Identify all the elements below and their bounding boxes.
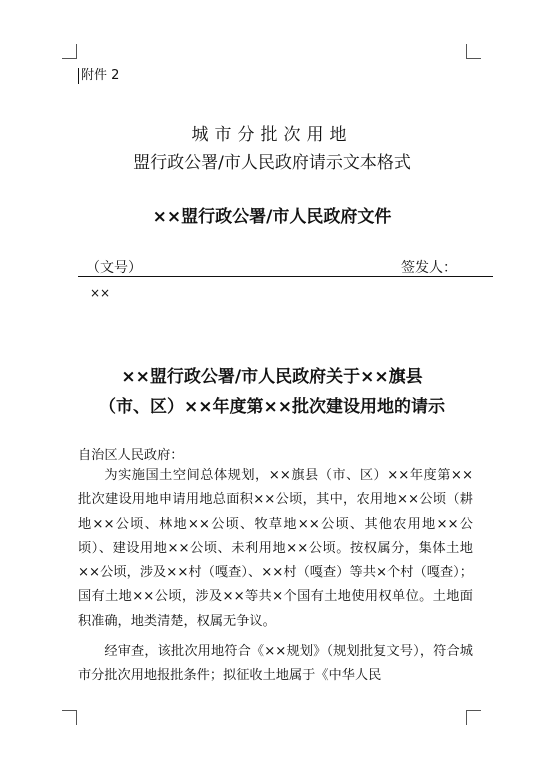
document-header: ××盟行政公署/市人民政府文件 — [152, 207, 392, 227]
request-title-line-2: （市、区）××年度第××批次建设用地的请示 — [99, 397, 445, 417]
crop-mark-bottom-right — [466, 710, 481, 725]
crop-mark-top-left — [62, 44, 77, 59]
body-paragraph-2: 经审查，该批次用地符合《××规划》（规划批复文号），符合城市分批次用地报批条件；拟征收土地属于《中华人民 — [78, 644, 473, 684]
crop-mark-bottom-left — [62, 710, 77, 725]
addressee: 自治区人民政府： — [78, 448, 184, 463]
attachment-label: 附件 2 — [78, 68, 119, 84]
classification-code: ×× — [90, 286, 111, 300]
body-paragraph-1: 为实施国土空间总体规划，××旗县（市、区）××年度第××批次建设用地申请用地总面积××公顷，其中，农用地××公顷（耕地××公顷、林地××公顷、牧草地××公顷、其他农用地××公顷）、建设用地××公顷、未利用地××公顷。按权属分，集体土地××公顷，涉及××村（嘎查）、××村（嘎查）等共×个村（嘎查）；国有土地××公顷，涉及××等共×个国有土地使用权单位。土地面积准确，地类清楚，权属无争议。 — [78, 468, 473, 629]
document-number-label: （文号） — [86, 260, 142, 276]
title-line-2: 盟行政公署/市人民政府请示文本格式 — [133, 153, 411, 173]
crop-mark-top-right — [466, 44, 481, 59]
request-title-line-1: ××盟行政公署/市人民政府关于××旗县 — [121, 367, 423, 387]
signer-label: 签发人： — [401, 260, 457, 276]
title-line-1: 城市分批次用地 — [191, 125, 353, 145]
header-divider — [78, 276, 493, 277]
